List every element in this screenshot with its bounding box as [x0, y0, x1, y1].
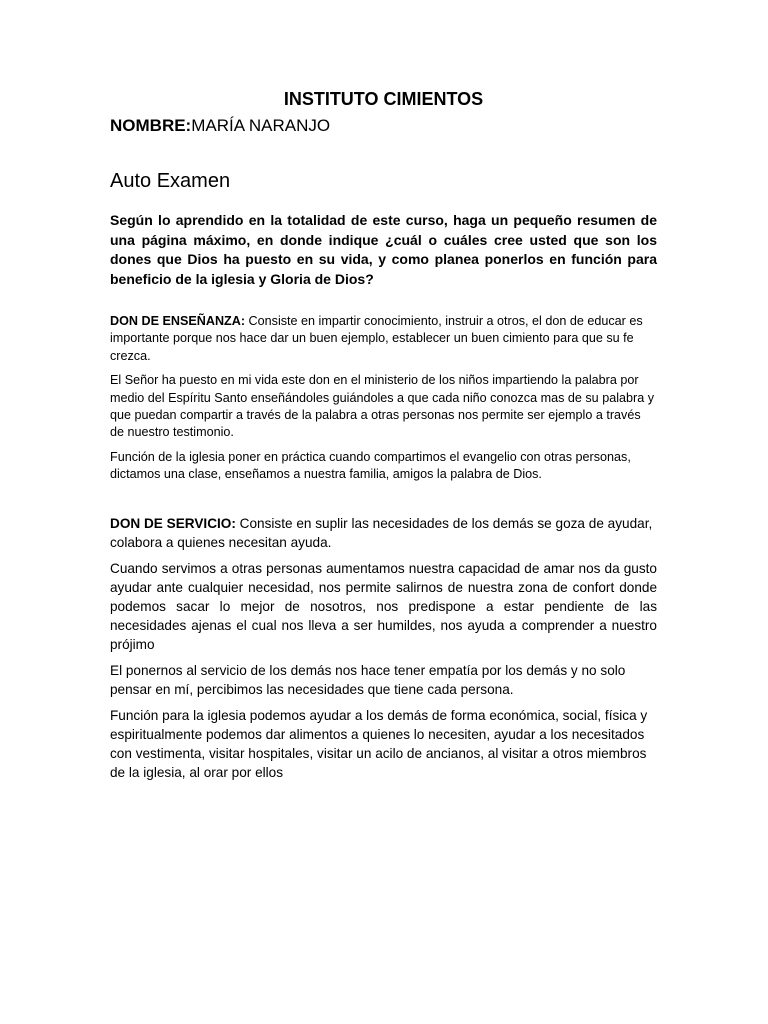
servicio-paragraph-2: El ponernos al servicio de los demás nos hace tener empatía por los demás y no solo pensar en mí, percibimos las necesidades que tiene cada persona. [110, 662, 626, 697]
ensenanza-paragraph-1: El Señor ha puesto en mi vida este don en el ministerio de los niños impartiendo la palabra por medio del Espíritu Santo enseñándoles guiándoles a que cada niño conozca mas de su palabra y que puedan compartir a través de la palabra a otras personas nos permite ser ejemplo a través de nuestro testimonio. [110, 373, 654, 440]
document-title: INSTITUTO CIMIENTOS [283, 89, 484, 109]
ensenanza-definition [110, 313, 657, 365]
servicio-definition-text: Consiste en suplir las necesidades de los demás se goza de ayudar, colabora a quienes necesitan ayuda. [110, 515, 653, 550]
servicio-paragraph-1: Cuando servimos a otras personas aumentamos nuestra capacidad de amar nos da gusto ayudar ante cualquier necesidad, nos permite salirnos de nuestra zona de confort donde podemos sacar lo mejor de nosotros, nos predispone a estar pendiente de las necesidades ajenas el cual nos lleva a ser humildes, nos ayuda a comprender a nuestro prójimo [110, 560, 657, 652]
ensenanza-paragraph-2: Función de la iglesia poner en práctica cuando compartimos el evangelio con otras personas, dictamos una clase, enseñamos a nuestra familia, amigos la palabra de Dios. [110, 449, 631, 482]
ensenanza-label: DON DE ENSEÑANZA: [110, 314, 246, 328]
servicio-label: DON DE SERVICIO: [110, 515, 236, 531]
section-title: Auto Examen [110, 170, 231, 192]
student-name-line [110, 114, 657, 138]
ensenanza-definition-text: Consiste en impartir conocimiento, instruir a otros, el don de educar es importante porque nos hace dar un buen ejemplo, establecer un buen cimiento para que su fe crezca. [110, 314, 643, 363]
servicio-definition [110, 514, 657, 552]
document-page [110, 86, 657, 782]
name-label: NOMBRE: [110, 116, 192, 135]
servicio-paragraph-3: Función para la iglesia podemos ayudar a los demás de forma económica, social, física y espiritualmente podemos dar alimentos a quienes lo necesiten, ayudar a los necesitados con vestimenta, visitar hospitales, visitar un acilo de ancianos, al visitar a otros miembros de la iglesia, al orar por ellos [110, 707, 648, 780]
exam-prompt: Según lo aprendido en la totalidad de este curso, haga un pequeño resumen de una página máximo, en donde indique ¿cuál o cuáles cree usted que son los dones que Dios ha puesto en su vida, y como planea ponerlos en función para beneficio de la iglesia y Gloria de Dios? [110, 212, 657, 287]
name-value: MARÍA NARANJO [191, 116, 331, 135]
